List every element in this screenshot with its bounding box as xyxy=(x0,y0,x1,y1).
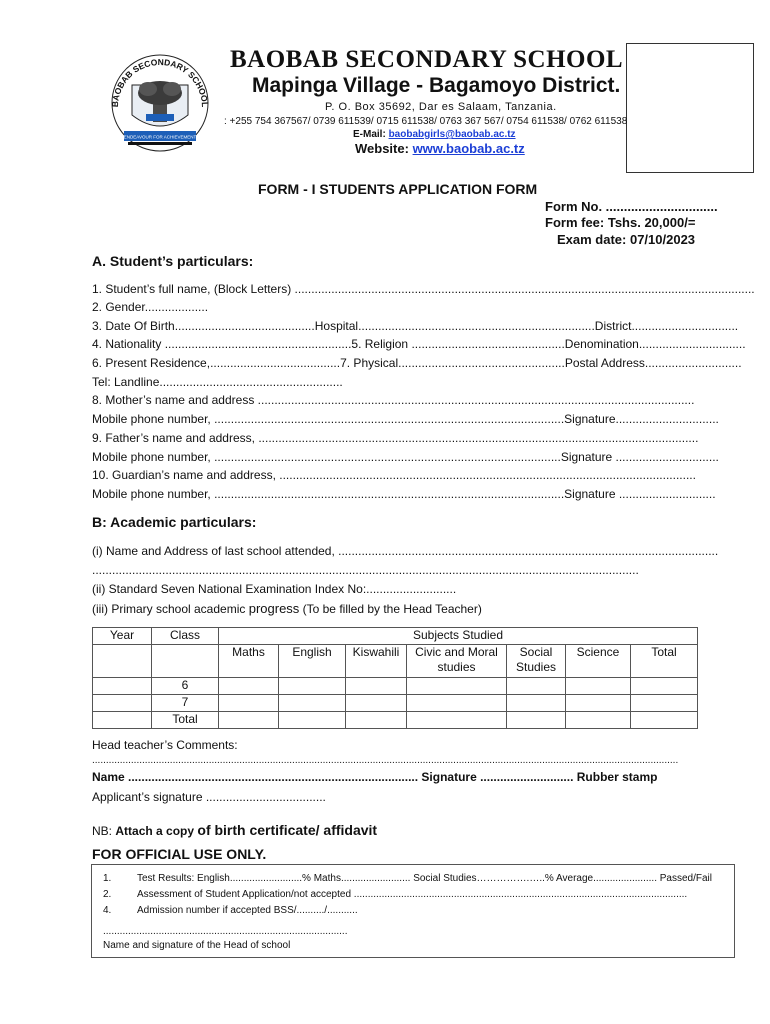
subject-maths: Maths xyxy=(219,645,279,678)
table-cell[interactable] xyxy=(152,645,219,678)
row-class-7: 7 xyxy=(152,695,219,712)
table-cell[interactable] xyxy=(566,695,631,712)
field-nationality[interactable]: 4. Nationality ........................................................5. Religion ..............................................Denomination................................ xyxy=(92,337,746,351)
school-name: BAOBAB SECONDARY SCHOOL xyxy=(230,46,624,73)
header-class: Class xyxy=(152,628,219,645)
table-cell[interactable] xyxy=(507,712,566,729)
field-father[interactable]: 9. Father’s name and address, .................................................................................................................................... xyxy=(92,431,699,445)
academic-progress-table xyxy=(92,627,698,729)
table-cell[interactable] xyxy=(93,695,152,712)
email-label: E-Mail: xyxy=(353,129,386,140)
table-cell[interactable] xyxy=(279,678,346,695)
official-item-num: 2. xyxy=(103,889,112,900)
nb-small: Attach a copy xyxy=(115,824,195,838)
field-residence[interactable]: 6. Present Residence,.......................................7. Physical..................................................Postal Address............................. xyxy=(92,356,742,370)
field-father-phone[interactable]: Mobile phone number, ........................................................................................................Signature ............................... xyxy=(92,450,719,464)
official-use-heading: FOR OFFICIAL USE ONLY. xyxy=(92,846,267,862)
applicant-signature[interactable]: Applicant’s signature .................................... xyxy=(92,790,326,804)
table-cell[interactable] xyxy=(219,695,279,712)
field-full-name[interactable]: 1. Student’s full name, (Block Letters) .......................................................................................................................................... xyxy=(92,282,755,296)
table-cell[interactable] xyxy=(93,678,152,695)
table-cell[interactable] xyxy=(507,695,566,712)
form-title: FORM - I STUDENTS APPLICATION FORM xyxy=(258,181,538,197)
phone-numbers: : +255 754 367567/ 0739 611539/ 0715 611538/ 0763 367 567/ 0754 611538/ 0762 611538 xyxy=(224,116,628,127)
email-line xyxy=(353,129,516,140)
official-item-num: 1. xyxy=(103,873,112,884)
passport-photo-box xyxy=(626,43,754,173)
section-a-heading: A. Student’s particulars: xyxy=(92,253,254,269)
official-item-num: 4. xyxy=(103,905,112,916)
table-cell[interactable] xyxy=(346,695,407,712)
table-cell[interactable] xyxy=(346,712,407,729)
head-teacher-comments-label: Head teacher’s Comments: xyxy=(92,738,238,752)
field-last-school-cont[interactable]: .................................................................................................................................................................... xyxy=(92,563,639,577)
logo-motto: ENDEAVOUR FOR ACHIEVEMENT xyxy=(123,134,197,140)
table-cell[interactable] xyxy=(93,645,152,678)
table-cell[interactable] xyxy=(93,712,152,729)
table-cell[interactable] xyxy=(631,712,698,729)
header-year: Year xyxy=(93,628,152,645)
logo-arc-text: BAOBAB SECONDARY SCHOOL xyxy=(109,56,211,108)
table-cell[interactable] xyxy=(407,712,507,729)
table-cell[interactable] xyxy=(407,678,507,695)
academic-progress-label xyxy=(92,601,482,616)
table-cell[interactable] xyxy=(219,678,279,695)
table-cell[interactable] xyxy=(346,678,407,695)
header-subjects: Subjects Studied xyxy=(219,628,698,645)
nb-label: NB: xyxy=(92,824,113,838)
subject-civic: Civic and Moral studies xyxy=(407,645,507,678)
exam-date: Exam date: 07/10/2023 xyxy=(557,232,696,247)
official-signature-dots[interactable]: ........................................................................................ xyxy=(103,926,348,937)
nb-large: of birth certificate/ affidavit xyxy=(197,822,378,838)
field-guardian-phone[interactable]: Mobile phone number, .........................................................................................................Signature ............................. xyxy=(92,487,716,501)
table-cell[interactable] xyxy=(507,678,566,695)
email-link[interactable]: baobabgirls@baobab.ac.tz xyxy=(388,129,516,140)
subject-social-studies: Social Studies xyxy=(507,645,566,678)
table-cell[interactable] xyxy=(279,712,346,729)
school-location: Mapinga Village - Bagamoyo District. xyxy=(252,74,621,97)
school-logo xyxy=(104,45,216,157)
subject-english: English xyxy=(279,645,346,678)
subject-total: Total xyxy=(631,645,698,678)
table-row xyxy=(93,695,698,712)
progress-prefix: (iii) Primary school academic xyxy=(92,602,246,616)
website-line xyxy=(355,141,525,156)
official-test-results[interactable]: Test Results: English..........................% Maths......................... Social Studies…………….…..% Average....................... Passed/Fail xyxy=(137,873,713,884)
field-index-number[interactable]: (ii) Standard Seven National Examination Index No:........................... xyxy=(92,582,457,596)
row-total: Total xyxy=(152,712,219,729)
subject-kiswahili: Kiswahili xyxy=(346,645,407,678)
field-mother[interactable]: 8. Mother’s name and address ................................................................................................................................... xyxy=(92,393,695,407)
website-label: Website: xyxy=(355,141,409,156)
field-guardian[interactable]: 10. Guardian’s name and address, ............................................................................................................................. xyxy=(92,468,696,482)
field-landline[interactable]: Tel: Landline....................................................... xyxy=(92,375,343,389)
official-signature-label: Name and signature of the Head of school xyxy=(103,940,291,951)
subject-science: Science xyxy=(566,645,631,678)
name-signature-stamp-line[interactable]: Name ....................................................................................... Signature ............................ Rubber stamp xyxy=(92,770,658,784)
field-gender[interactable]: 2. Gender................... xyxy=(92,300,209,314)
form-number: Form No. ............................... xyxy=(545,199,718,214)
table-cell[interactable] xyxy=(631,678,698,695)
table-row xyxy=(93,678,698,695)
table-cell[interactable] xyxy=(566,678,631,695)
table-cell[interactable] xyxy=(407,695,507,712)
table-cell[interactable] xyxy=(566,712,631,729)
progress-word: progress xyxy=(248,601,300,616)
head-teacher-comments-field[interactable]: ................................................................................................................................................................................................................... xyxy=(92,755,679,766)
table-cell[interactable] xyxy=(279,695,346,712)
table-cell[interactable] xyxy=(631,695,698,712)
website-link[interactable]: www.baobab.ac.tz xyxy=(412,141,525,156)
section-b-heading: B: Academic particulars: xyxy=(92,514,257,530)
form-fee: Form fee: Tshs. 20,000/= xyxy=(545,215,696,230)
table-row xyxy=(93,712,698,729)
field-last-school[interactable]: (i) Name and Address of last school attended, .................................................................................................................. xyxy=(92,544,719,558)
table-cell[interactable] xyxy=(219,712,279,729)
row-class-6: 6 xyxy=(152,678,219,695)
field-date-of-birth[interactable]: 3. Date Of Birth..........................................Hospital.......................................................................District................................ xyxy=(92,319,739,333)
field-mother-phone[interactable]: Mobile phone number, .........................................................................................................Signature............................... xyxy=(92,412,719,426)
official-assessment[interactable]: Assessment of Student Application/not accepted ........................................................................................................................ xyxy=(137,889,688,900)
official-admission-number[interactable]: Admission number if accepted BSS/........../........... xyxy=(137,905,358,916)
po-box: P. O. Box 35692, Dar es Salaam, Tanzania. xyxy=(325,101,557,113)
progress-suffix: (To be filled by the Head Teacher) xyxy=(299,602,482,616)
nb-note xyxy=(92,822,377,838)
